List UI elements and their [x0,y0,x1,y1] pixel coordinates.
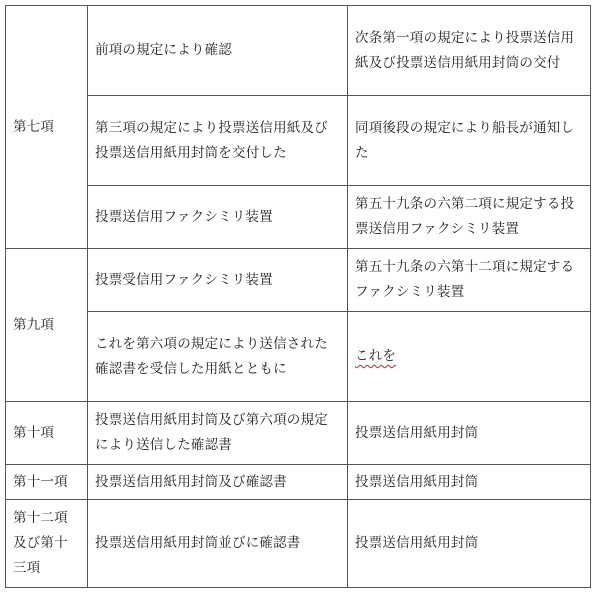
original-text-cell: 前項の規定により確認 [88,6,348,96]
replacement-text-cell: 第五十九条の六第十二項に規定するファクシミリ装置 [348,249,591,312]
replacement-text-cell: 第五十九条の六第二項に規定する投票送信用ファクシミリ装置 [348,186,591,249]
table-row [6,6,591,96]
provision-replacement-table [5,5,591,588]
replacement-text-cell: 同項後段の規定により船長が通知した [348,96,591,186]
replacement-text-cell: 投票送信用紙用封筒 [348,500,591,588]
row-header-cell: 第十二項及び第十三項 [6,500,88,588]
table-row [6,500,591,588]
row-header-cell: 第七項 [6,6,88,249]
replacement-text-cell [348,312,591,402]
table-row [6,186,591,249]
original-text-cell: 投票送信用紙用封筒及び確認書 [88,465,348,500]
replacement-text-cell: 次条第一項の規定により投票送信用紙及び投票送信用紙用封筒の交付 [348,6,591,96]
spellcheck-flagged-text: これを [355,348,397,364]
table-row [6,402,591,465]
original-text-cell: 投票受信用ファクシミリ装置 [88,249,348,312]
table-row [6,312,591,402]
table-row [6,465,591,500]
replacement-text-cell: 投票送信用紙用封筒 [348,465,591,500]
original-text-cell: 第三項の規定により投票送信用紙及び投票送信用紙用封筒を交付した [88,96,348,186]
table-row [6,96,591,186]
original-text-cell: 投票送信用紙用封筒及び第六項の規定により送信した確認書 [88,402,348,465]
original-text-cell: 投票送信用ファクシミリ装置 [88,186,348,249]
original-text-cell: 投票送信用紙用封筒並びに確認書 [88,500,348,588]
row-header-cell: 第九項 [6,249,88,402]
row-header-cell: 第十項 [6,402,88,465]
table-row [6,249,591,312]
row-header-cell: 第十一項 [6,465,88,500]
replacement-text-cell: 投票送信用紙用封筒 [348,402,591,465]
original-text-cell: これを第六項の規定により送信された確認書を受信した用紙とともに [88,312,348,402]
